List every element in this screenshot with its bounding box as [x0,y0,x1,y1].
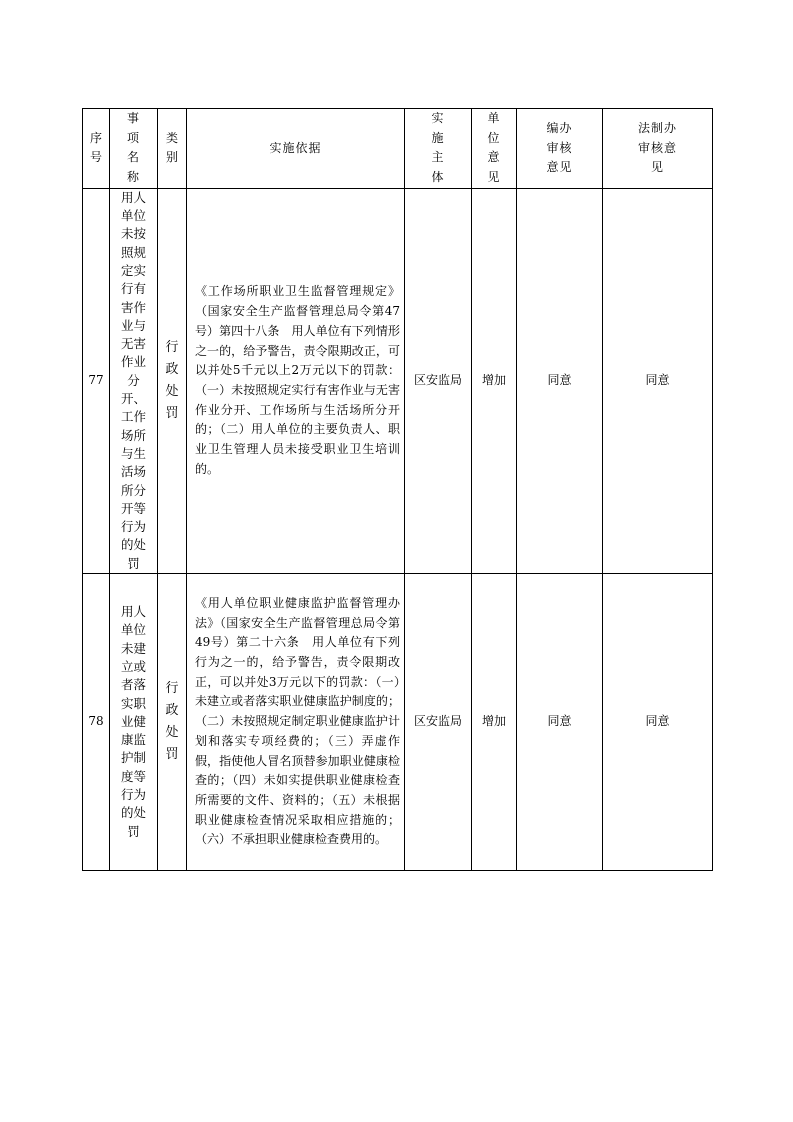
row-type: 行政处罚 [158,188,187,573]
header-row [83,109,713,189]
header-item-name: 事项名称 [110,109,158,189]
row-legal-opinion: 同意 [603,574,713,871]
header-basis: 实施依据 [187,109,405,189]
row-office-opinion: 同意 [517,574,603,871]
row-office-opinion: 同意 [517,188,603,573]
header-legal-opinion: 法制办审核意见 [603,109,713,189]
table-row [83,188,713,573]
row-seq: 78 [83,574,110,871]
row-basis: 《用人单位职业健康监护监督管理办法》（国家安全生产监督管理总局令第49号）第二十六条 用人单位有下列行为之一的，给予警告，责令限期改正，可以并处3万元以下的罚款：（一）未建立或者落实职业健康监护制度的；（二）未按照规定制定职业健康监护计划和落实专项经费的；（三）弄虚作假，指使他人冒名顶替参加职业健康检查的；（四）未如实提供职业健康检查所需要的文件、资料的；（五）未根据职业健康检查情况采取相应措施的；（六）不承担职业健康检查费用的。 [187,574,405,871]
approval-table [82,108,713,871]
header-unit-opinion: 单位意见 [472,109,517,189]
row-type: 行政处罚 [158,574,187,871]
row-item-name: 用人单位未建立或者落实职业健康监护制度等行为的处罚 [110,574,158,871]
row-subject: 区安监局 [405,188,472,573]
table-row [83,574,713,871]
header-seq: 序号 [83,109,110,189]
row-basis: 《工作场所职业卫生监督管理规定》（国家安全生产监督管理总局令第47号）第四十八条 用人单位有下列情形之一的，给予警告，责令限期改正，可以并处5千元以上2万元以下的罚款：（一）未按照规定实行有害作业与无害作业分开、工作场所与生活场所分开的；（二）用人单位的主要负责人、职业卫生管理人员未接受职业卫生培训的。 [187,188,405,573]
row-legal-opinion: 同意 [603,188,713,573]
header-subject: 实施主体 [405,109,472,189]
row-subject: 区安监局 [405,574,472,871]
row-unit-opinion: 增加 [472,188,517,573]
row-seq: 77 [83,188,110,573]
header-type: 类别 [158,109,187,189]
row-unit-opinion: 增加 [472,574,517,871]
header-office-opinion: 编办审核意见 [517,109,603,189]
row-item-name: 用人单位未按照规定实行有害作业与无害作业分开、工作场所与生活场所分开等行为的处罚 [110,188,158,573]
